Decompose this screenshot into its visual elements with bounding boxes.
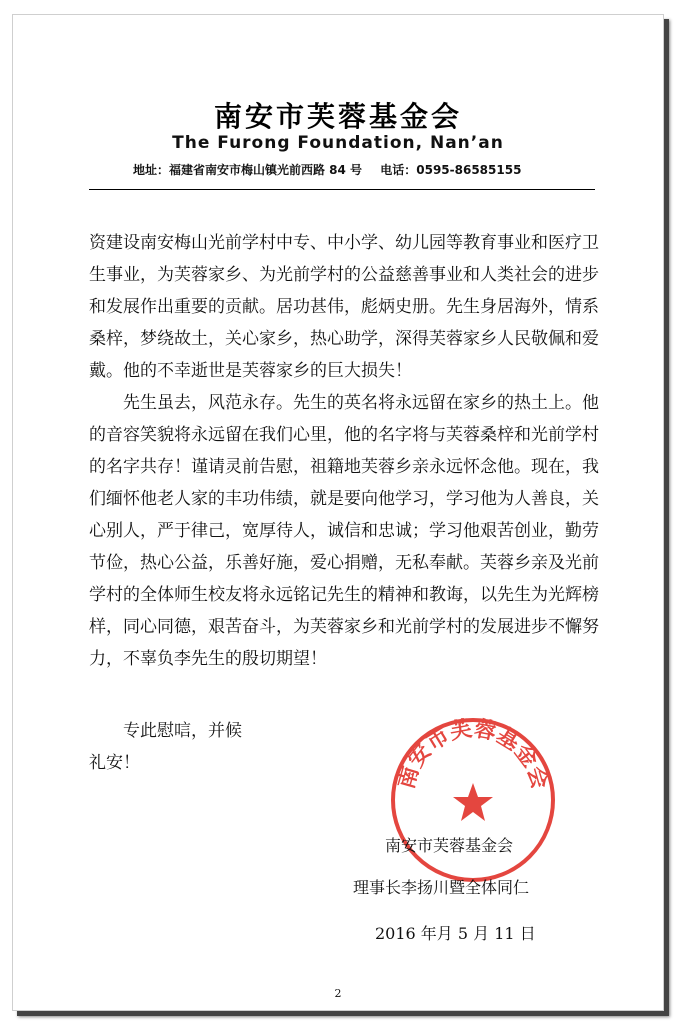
svg-text:南安市芙蓉基金会 xyxy=(393,716,553,792)
seal-star-icon xyxy=(453,783,493,821)
letterhead-contact xyxy=(133,161,535,178)
body-paragraph-1: 资建设南安梅山光前学村中专、中小学、幼儿园等教育事业和医疗卫生事业，为芙蓉家乡、为光前学村的公益慈善事业和人类社会的进步和发展作出重要的贡献。居功甚伟，彪炳史册。先生身居海外，情系桑梓，梦绕故土，关心家乡，热心助学，深得芙蓉家乡人民敬佩和爱戴。他的不幸逝世是芙蓉家乡的巨大损失！ xyxy=(89,233,599,381)
letterhead-title: 南安市芙蓉基金会 xyxy=(213,100,462,133)
closing-line-2: 礼安！ xyxy=(89,753,140,773)
letterhead-english-name: The Furong Foundation, Nan’an xyxy=(172,133,504,153)
official-seal-stamp xyxy=(388,715,558,885)
seal-text: 南安市芙蓉基金会 xyxy=(393,715,553,792)
letterhead-address: 地址：福建省南安市梅山镇光前西路 84 号 xyxy=(133,163,363,177)
closing-line-1: 专此慰唁，并候 xyxy=(123,721,242,741)
signature-organization: 南安市芙蓉基金会 xyxy=(385,836,514,855)
body-paragraph-2: 先生虽去，风范永存。先生的英名将永远留在家乡的热土上。他的音容笑貌将永远留在我们心里，他的名字将与芙蓉桑梓和光前学村的名字共存！谨请灵前告慰，祖籍地芙蓉乡亲永远怀念他。现在，我们缅怀他老人家的丰功伟绩，就是要向他学习，学习他为人善良，关心别人，严于律己，宽厚待人，诚信和忠诚；学习他艰苦创业，勤劳节俭，热心公益，乐善好施，爱心捐赠，无私奉献。芙蓉乡亲及光前学村的全体师生校友将永远铭记先生的精神和教诲，以先生为光辉榜样，同心同德，艰苦奋斗，为芙蓉家乡和光前学村的发展进步不懈努力，不辜负李先生的殷切期望！ xyxy=(89,393,599,669)
signature-date: 2016 年月 5 月 11 日 xyxy=(375,924,536,943)
letter-body xyxy=(89,227,599,675)
letter-closing xyxy=(89,715,242,779)
page-number: 2 xyxy=(334,987,342,1000)
letterhead-phone: 电话：0595-86585155 xyxy=(380,163,522,177)
letterhead-divider xyxy=(89,189,595,190)
letter-page xyxy=(12,14,664,1011)
signature-person: 理事长李扬川暨全体同仁 xyxy=(353,878,530,897)
